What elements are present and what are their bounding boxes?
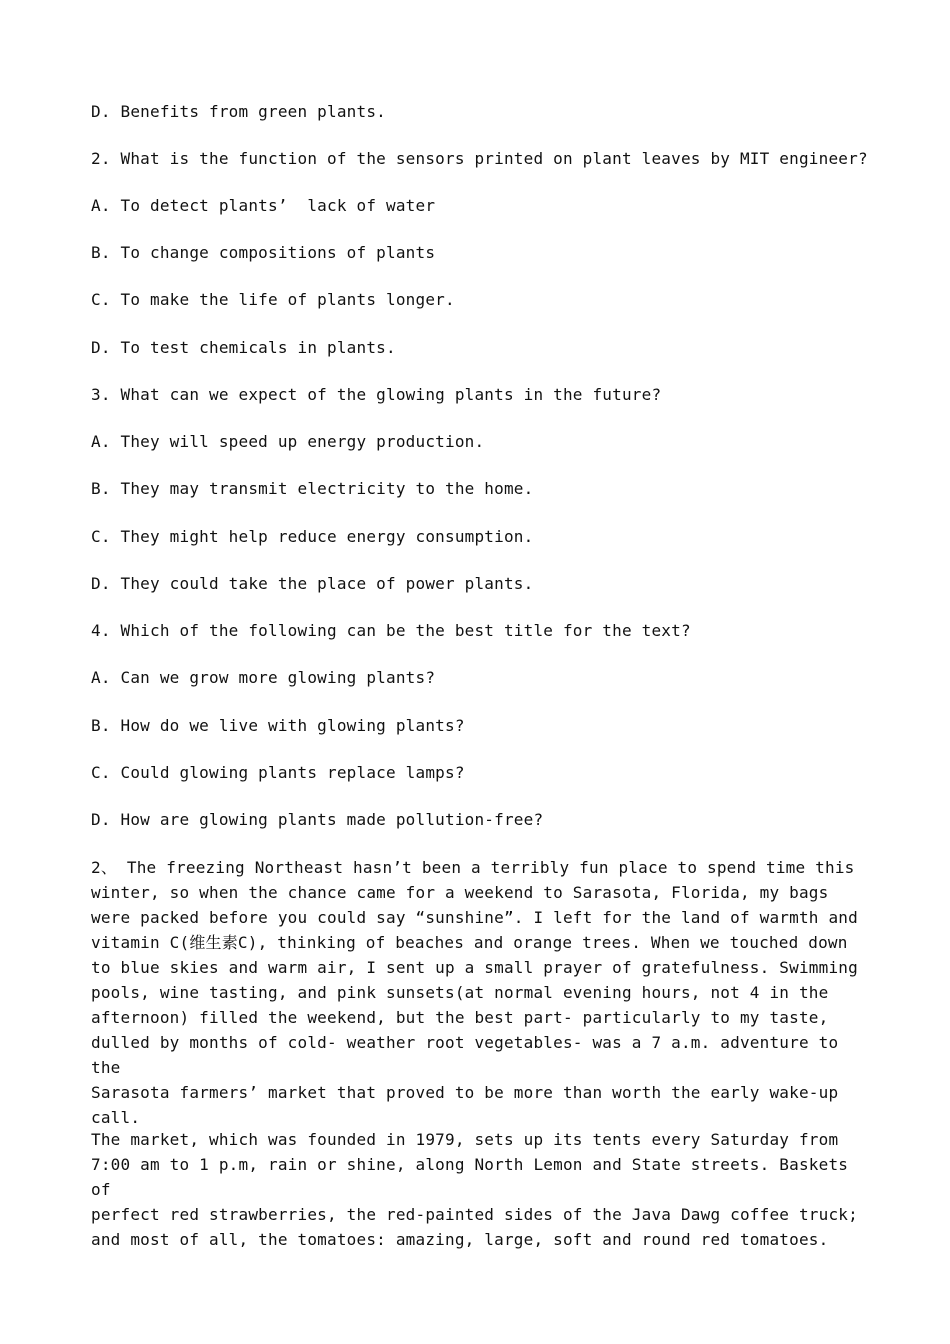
option-b-q3: B. They may transmit electricity to the home. [91, 479, 534, 498]
option-c-q2: C. To make the life of plants longer. [91, 290, 455, 309]
question-3: 3. What can we expect of the glowing plants in the future? [91, 385, 662, 404]
option-d-q3: D. They could take the place of power plants. [91, 574, 534, 593]
question-2: 2. What is the function of the sensors printed on plant leaves by MIT engineer? [91, 149, 868, 168]
option-d-q4: D. How are glowing plants made pollution-free? [91, 810, 544, 829]
option-b-q2: B. To change compositions of plants [91, 243, 436, 262]
option-a-q3: A. They will speed up energy production. [91, 432, 485, 451]
option-d-q1: D. Benefits from green plants. [91, 102, 386, 121]
option-a-q4: A. Can we grow more glowing plants? [91, 668, 436, 687]
passage-paragraph-1: 2、 The freezing Northeast hasn’t been a terribly fun place to spend time this winter, so when the chance came for a weekend to Sarasota, Florida, my bags were packed before you could say “sunshine”. I left for the land of warmth and vitamin C(维生素C), thinking of beaches and orange trees. When we touched down to blue skies and warm air, I sent up a small prayer of gratefulness. Swimming pools, wine tasting, and pink sunsets(at normal evening hours, not 4 in the afternoon) filled the weekend, but the best part- particularly to my taste, dulled by months of cold- weather root vegetables- was a 7 a.m. adventure to the Sarasota farmers’ market that proved to be more than worth the early wake-up call. [91, 858, 858, 1127]
option-d-q2: D. To test chemicals in plants. [91, 338, 396, 357]
option-b-q4: B. How do we live with glowing plants? [91, 716, 465, 735]
option-c-q4: C. Could glowing plants replace lamps? [91, 763, 465, 782]
passage-paragraph-2: The market, which was founded in 1979, sets up its tents every Saturday from 7:00 am to 1 p.m, rain or shine, along North Lemon and State streets. Baskets of perfect red strawberries, the red-painted sides of the Java Dawg coffee truck; and most of all, the tomatoes: amazing, large, soft and round red tomatoes. [91, 1130, 858, 1249]
option-a-q2: A. To detect plants’ lack of water [91, 196, 436, 215]
option-c-q3: C. They might help reduce energy consumption. [91, 527, 534, 546]
question-4: 4. Which of the following can be the best title for the text? [91, 621, 691, 640]
